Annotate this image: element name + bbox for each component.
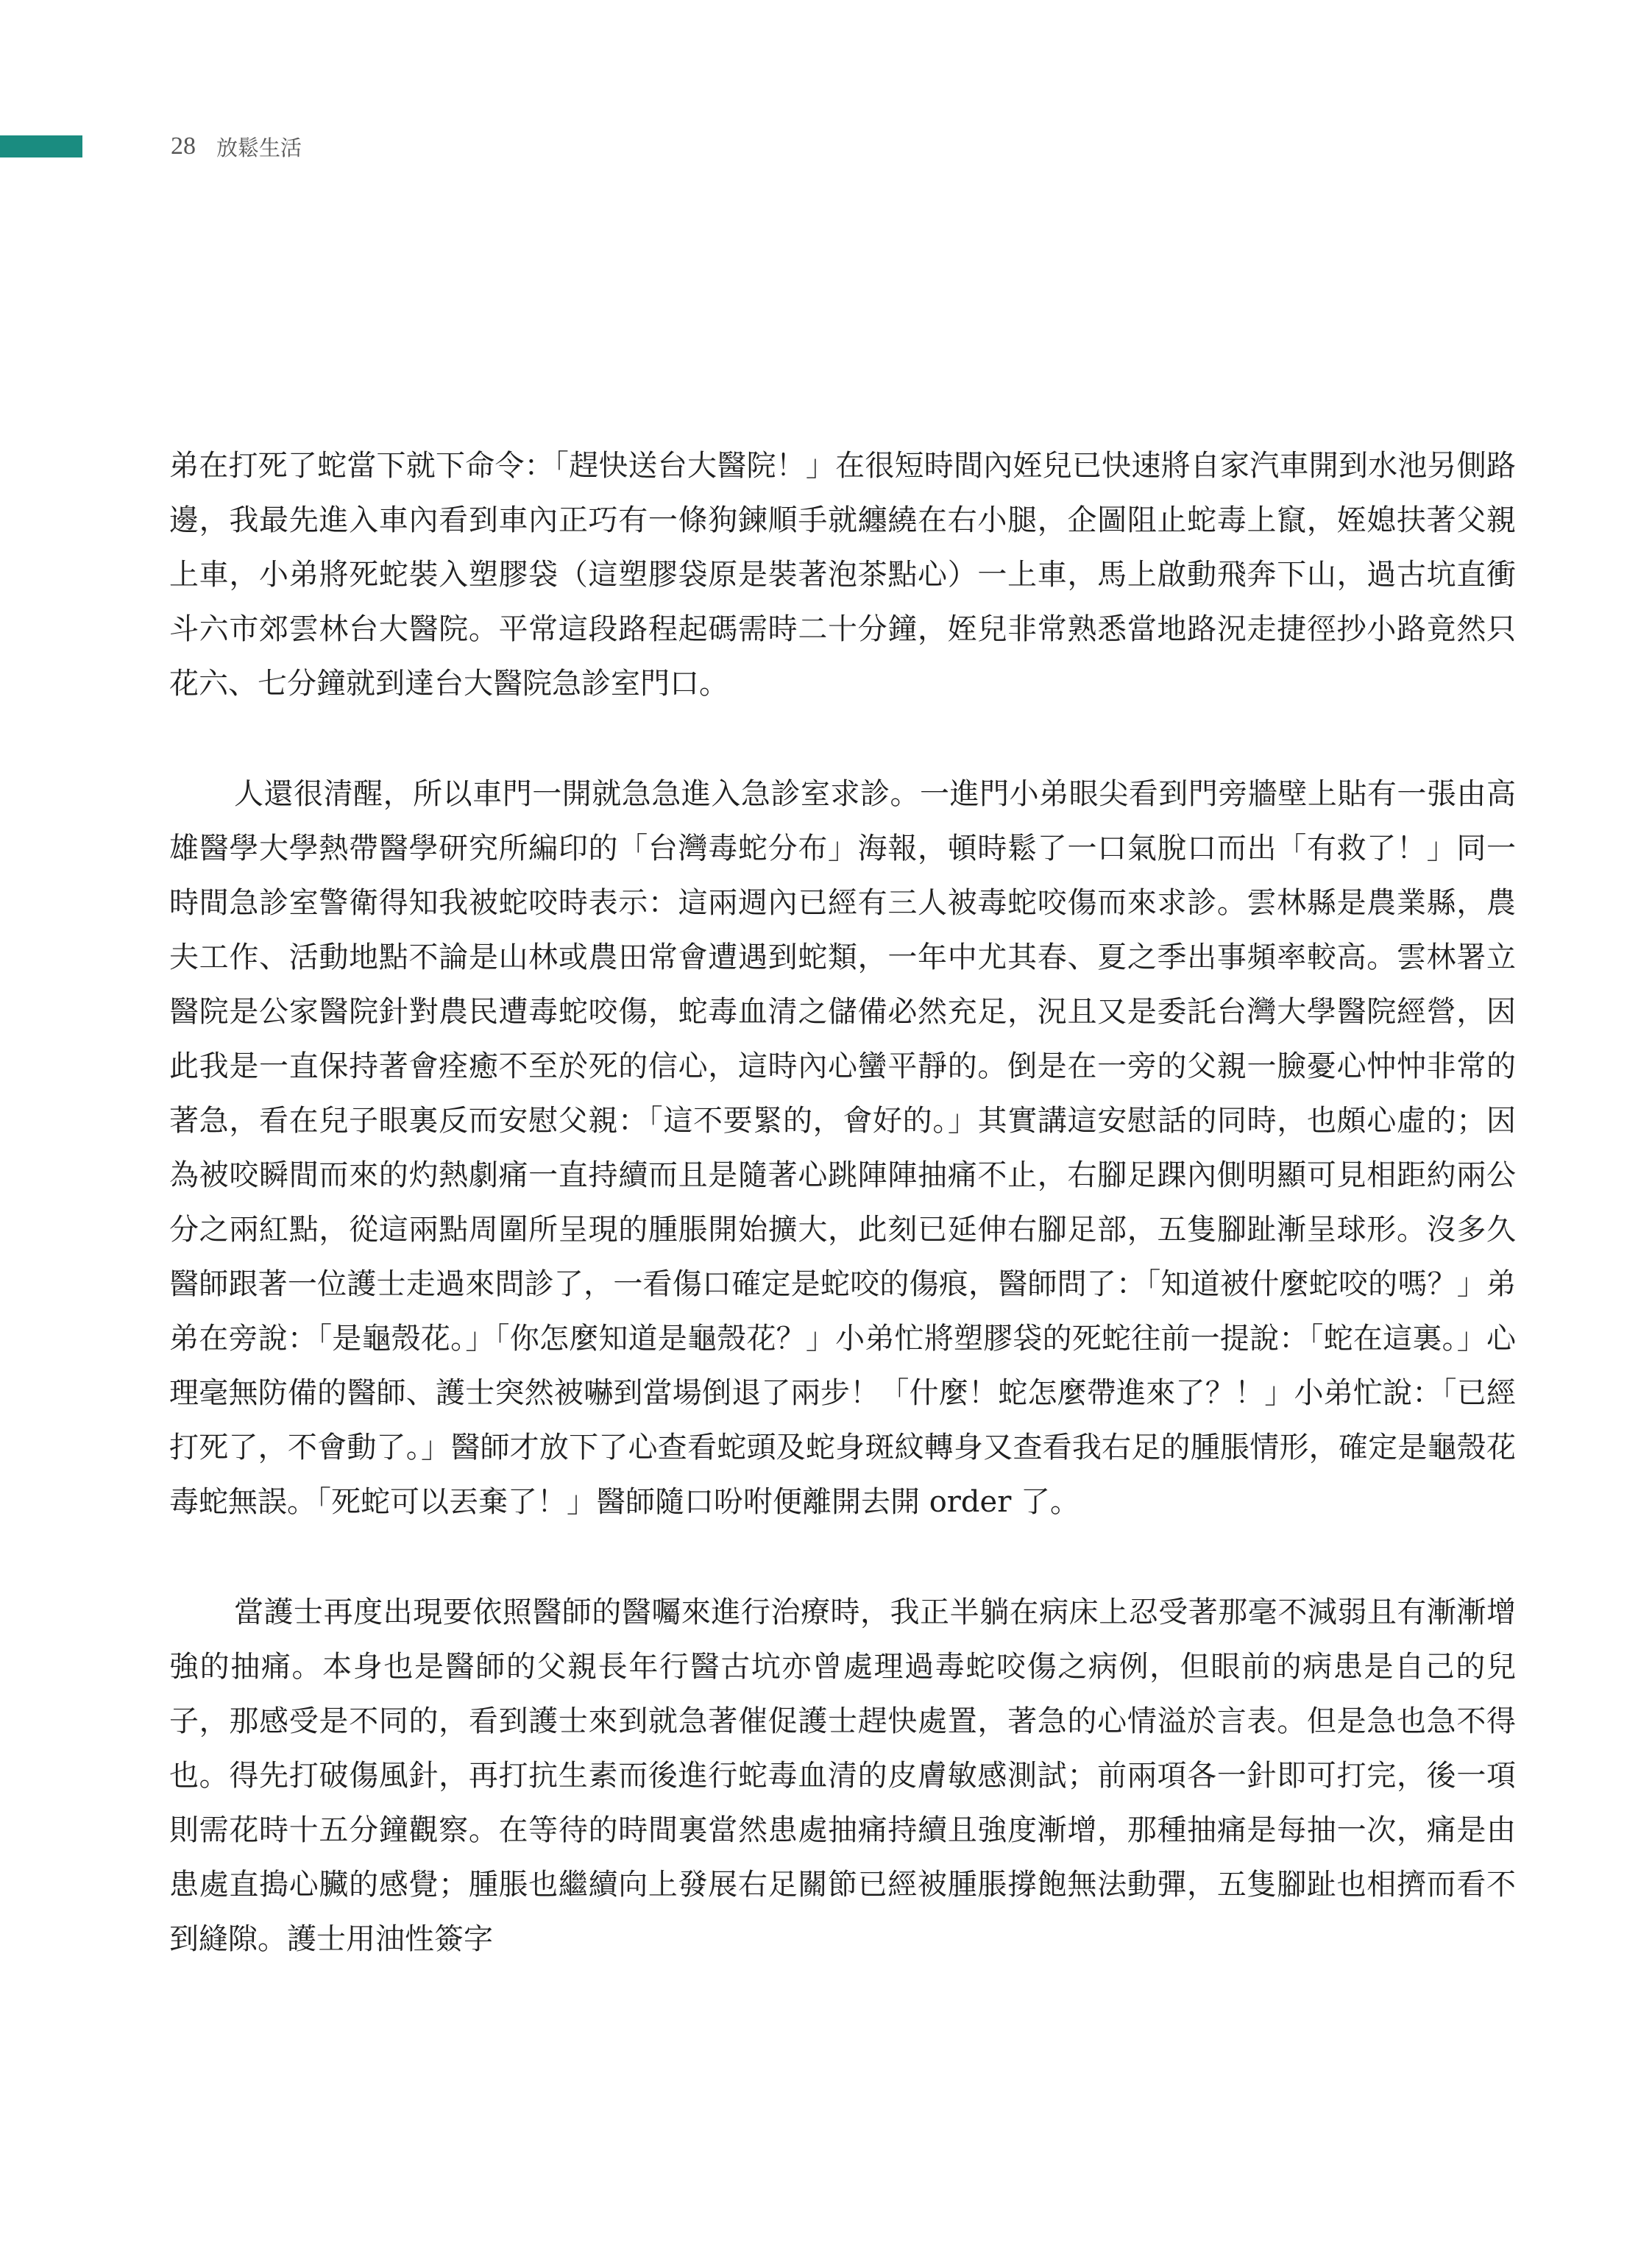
book-title: 放鬆生活 xyxy=(216,135,302,160)
paragraph: 當護士再度出現要依照醫師的醫囑來進行治療時，我正半躺在病床上忍受著那毫不減弱且有漸漸增強的抽痛。本身也是醫師的父親長年行醫古坑亦曾處理過毒蛇咬傷之病例，但眼前的病患是自己的兒子，那感受是不同的，看到護士來到就急著催促護士趕快處置，著急的心情溢於言表。但是急也急不得也。得先打破傷風針，再打抗生素而後進行蛇毒血清的皮膚敏感測試；前兩項各一針即可打完，後一項則需花時十五分鐘觀察。在等待的時間裏當然患處抽痛持續且強度漸增，那種抽痛是每抽一次，痛是由患處直搗心臟的感覺；腫脹也繼續向上發展右足關節已經被腫脹撐飽無法動彈，五隻腳趾也相擠而看不到縫隙。護士用油性簽字 xyxy=(169,1595,1516,1956)
page-number: 28 xyxy=(171,132,196,160)
header-accent-bar xyxy=(0,135,82,157)
running-head xyxy=(171,130,302,163)
paragraph: 人還很清醒，所以車門一開就急急進入急診室求診。一進門小弟眼尖看到門旁牆壁上貼有一張由高雄醫學大學熱帶醫學研究所編印的「台灣毒蛇分布」海報，頓時鬆了一口氣脫口而出「有救了！」同一時間急診室警衛得知我被蛇咬時表示：這兩週內已經有三人被毒蛇咬傷而來求診。雲林縣是農業縣，農夫工作、活動地點不論是山林或農田常會遭遇到蛇類，一年中尤其春、夏之季出事頻率較高。雲林署立醫院是公家醫院針對農民遭毒蛇咬傷，蛇毒血清之儲備必然充足，況且又是委託台灣大學醫院經營，因此我是一直保持著會痊癒不至於死的信心，這時內心蠻平靜的。倒是在一旁的父親一臉憂心忡忡非常的著急，看在兒子眼裏反而安慰父親：「這不要緊的，會好的。」其實講這安慰話的同時，也頗心虛的；因為被咬瞬間而來的灼熱劇痛一直持續而且是隨著心跳陣陣抽痛不止，右腳足踝內側明顯可見相距約兩公分之兩紅點，從這兩點周圍所呈現的腫脹開始擴大，此刻已延伸右腳足部，五隻腳趾漸呈球形。沒多久醫師跟著一位護士走過來問診了，一看傷口確定是蛇咬的傷痕，醫師問了：「知道被什麼蛇咬的嗎？」弟弟在旁說：「是龜殼花。」「你怎麼知道是龜殼花？」小弟忙將塑膠袋的死蛇往前一提說：「蛇在這裏。」心理毫無防備的醫師、護士突然被嚇到當場倒退了兩步！「什麼！蛇怎麼帶進來了？！」小弟忙說：「已經打死了，不會動了。」醫師才放下了心查看蛇頭及蛇身斑紋轉身又查看我右足的腫脹情形，確定是龜殼花毒蛇無誤。「死蛇可以丟棄了！」醫師隨口吩咐便離開去開 order 了。 xyxy=(169,777,1516,1519)
body-text xyxy=(169,439,1516,1966)
paragraph: 弟在打死了蛇當下就下命令：「趕快送台大醫院！」在很短時間內姪兒已快速將自家汽車開到水池另側路邊，我最先進入車內看到車內正巧有一條狗鍊順手就纏繞在右小腿，企圖阻止蛇毒上竄，姪媳扶著父親上車，小弟將死蛇裝入塑膠袋（這塑膠袋原是裝著泡茶點心）一上車，馬上啟動飛奔下山，過古坑直衝斗六市郊雲林台大醫院。平常這段路程起碼需時二十分鐘，姪兒非常熟悉當地路況走捷徑抄小路竟然只花六、七分鐘就到達台大醫院急診室門口。 xyxy=(169,449,1516,701)
